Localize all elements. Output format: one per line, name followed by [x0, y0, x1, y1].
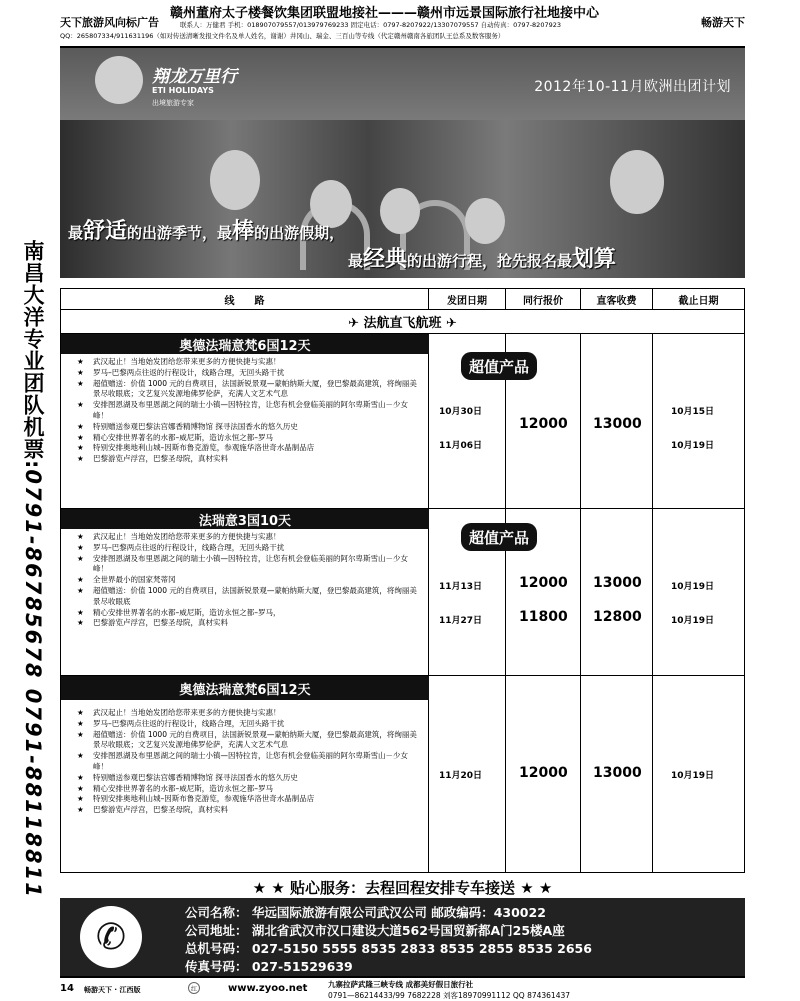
star-icon: ★ — [77, 585, 84, 595]
star-icon: ★ — [77, 532, 84, 541]
depart-date: 11月27日 — [439, 616, 483, 626]
tour-section — [60, 676, 745, 873]
star-icon: ★ — [77, 783, 84, 793]
footer-ad-line1: 九寨拉萨武隆三峡专线 成都美好假日旅行社 — [328, 980, 474, 989]
logo-chinese: 翔龙万里行 — [152, 67, 237, 87]
star-icon: ★ — [77, 794, 84, 804]
list-item: ★ 超值赠送：价值 1000 元的自费项目，法国新锐景观—蒙帕纳斯大厦，登巴黎最高建筑，将绚丽美景尽收眼底；文艺复兴发源地佛罗伦萨，充满人文艺术气息 — [61, 379, 421, 401]
side-ad-phones: 0791-86785678 0791-88118811 — [21, 469, 45, 899]
deadline-date: 10月19日 — [671, 771, 715, 781]
direct-price-cell — [581, 509, 653, 675]
table-header-row — [60, 288, 745, 310]
header-title: 赣州董府太子楼餐饮集团联盟地接社———赣州市远景国际旅行社地接中心 — [170, 6, 600, 21]
page-header — [60, 0, 745, 48]
logo-english: ETI HOLIDAYS — [152, 86, 214, 95]
star-icon: ★ — [77, 729, 84, 739]
star-icon: ★ — [77, 378, 84, 388]
company-phone: 总机号码： 027-5150 5555 8535 2833 8535 2855 8535 2656 — [185, 941, 592, 956]
banner-title: 2012年10-11月欧洲出团计划 — [534, 79, 731, 95]
header-direct-price: 直客收费 — [581, 289, 653, 309]
list-item: ★ 巴黎游览卢浮宫，巴黎圣母院，真材实料 — [61, 454, 421, 465]
header-slogan-right: 畅游天下 — [701, 16, 745, 29]
list-item: ★ 特别安排奥地利山城–因斯布鲁克游览，参观施华洛世奇水晶制品店 — [61, 443, 421, 454]
tour-section — [60, 334, 745, 509]
footer-ad-line2: 0791—86214433/99 7682228 刘客18970991112 QQ 874361437 — [328, 991, 571, 1000]
phone-icon: ✆ — [80, 906, 142, 968]
list-item: ★ 罗马–巴黎两点往返的行程设计，线路合理，无回头路干扰 — [61, 543, 421, 554]
star-icon: ★ — [77, 367, 84, 377]
star-icon: ★ — [77, 443, 84, 453]
list-item: ★ 武汉起止！当地始发团给您带来更多的方便快捷与实惠！ — [61, 532, 421, 543]
deadline-date: 10月19日 — [671, 441, 715, 451]
tour-highlights — [61, 708, 429, 816]
carnival-mask-icon — [210, 150, 260, 210]
list-item: ★ 特别赠送参观巴黎法宫娜香精博物馆 探寻法国香水的悠久历史 — [61, 773, 421, 784]
star-icon: ★ — [77, 553, 84, 563]
company-fax: 传真号码： 027-51529639 — [185, 959, 353, 974]
direct-price: 13000 — [593, 575, 642, 591]
star-icon: ★ — [77, 607, 84, 617]
star-icon: ★ — [77, 718, 84, 728]
star-icon: ★ — [77, 357, 84, 366]
list-item: ★ 巴黎游览卢浮宫，巴黎圣母院，真材实料 — [61, 805, 421, 816]
website-link[interactable]: www.zyoo.net — [228, 983, 308, 994]
tour-title: 奥德法瑞意梵6国12天 — [61, 676, 429, 700]
peer-price: 11800 — [519, 609, 568, 625]
list-item: ★ 超值赠送：价值 1000 元的自费项目，法国新锐景观—蒙帕纳斯大厦，登巴黎最高建筑，将绚丽美景尽收眼底 — [61, 586, 421, 608]
banner-slogan-line2: 最经典的出游行程，抢先报名最划算 — [348, 247, 617, 272]
depart-date: 11月20日 — [439, 771, 483, 781]
star-icon: ★ — [77, 805, 84, 815]
depart-date: 11月13日 — [439, 582, 483, 592]
promo-banner — [60, 48, 745, 278]
depart-date: 11月06日 — [439, 441, 483, 451]
star-icon: ★ — [77, 708, 84, 717]
star-icon: ★ — [77, 575, 84, 585]
tour-table — [60, 288, 745, 873]
header-slogan-left: 天下旅游风向标广告 — [60, 16, 159, 29]
side-ad-title: 南昌大洋专业团队机票: — [21, 240, 45, 470]
star-icon: ★ — [77, 772, 84, 782]
service-banner: ★ ★ 贴心服务：去程回程安排专车接送 ★ ★ — [252, 878, 553, 897]
header-depart-date: 发团日期 — [429, 289, 506, 309]
deadline-date: 10月19日 — [671, 616, 715, 626]
contact-box — [60, 898, 745, 976]
tour-highlights — [61, 357, 429, 465]
red-seal-icon: 红 — [188, 982, 200, 994]
list-item: ★ 特别赠送参观巴黎法宫娜香精博物馆 探寻法国香水的悠久历史 — [61, 422, 421, 433]
depart-date: 10月30日 — [439, 407, 483, 417]
header-contact-line1: 联系人：万健君 手机：018907079557/013979769233 固定电话：0797-8207922/13307079557 自动传真：0797-8207923 — [180, 21, 561, 29]
header-contact-line2: QQ：265807334/911631196（如对传送清晰发报文件名及单人姓名，谢谢）井冈山、瑞金、三百山等专线（代定赣州赣南各旅团队王总系及数客服务） — [60, 32, 505, 40]
list-item: ★ 安排图恩湖及布里恩湖之间的瑞士小镇—因特拉肯，让您有机会登临美丽的阿尔卑斯雪山－少女峰！ — [61, 751, 421, 773]
list-item: ★ 安排图恩湖及布里恩湖之间的瑞士小镇—因特拉肯，让您有机会登临美丽的阿尔卑斯雪山－少女峰！ — [61, 554, 421, 576]
carnival-mask-icon — [465, 198, 505, 244]
company-name: 公司名称： 华远国际旅游有限公司武汉公司 邮政编码：430022 — [185, 905, 546, 920]
company-address: 公司地址： 湖北省武汉市汉口建设大道562号国贸新都A门25楼A座 — [185, 923, 565, 938]
star-icon: ★ — [77, 618, 84, 628]
banner-slogan-line1: 最舒适的出游季节，最棒的出游假期， — [68, 219, 345, 244]
deadline-date: 10月15日 — [671, 407, 715, 417]
list-item: ★ 武汉起止！当地始发团给您带来更多的方便快捷与实惠！ — [61, 708, 421, 719]
star-icon: ★ — [77, 751, 84, 761]
list-item: ★ 超值赠送：价值 1000 元的自费项目，法国新锐景观—蒙帕纳斯大厦，登巴黎最高建筑，将绚丽美景尽收眼底；文艺复兴发源地佛罗伦萨，充满人文艺术气息 — [61, 730, 421, 752]
deadline-date: 10月19日 — [671, 582, 715, 592]
page-number: 14 — [60, 983, 74, 994]
list-item: ★ 罗马–巴黎两点往返的行程设计，线路合理，无回头路干扰 — [61, 368, 421, 379]
star-icon: ★ — [77, 542, 84, 552]
magazine-name: 畅游天下 · 江西版 — [84, 986, 141, 994]
list-item: ★ 精心安排世界著名的水都–威尼斯，造访永恒之都–罗马 — [61, 433, 421, 444]
direct-price: 13000 — [593, 416, 642, 432]
direct-price: 12800 — [593, 609, 642, 625]
tour-title: 法瑞意3国10天 — [61, 509, 429, 529]
direct-price: 13000 — [593, 765, 642, 781]
star-icon: ★ — [77, 432, 84, 442]
peer-price: 12000 — [519, 765, 568, 781]
value-product-badge: 超值产品 — [461, 523, 537, 551]
star-icon: ★ — [77, 400, 84, 410]
side-ad — [4, 240, 56, 899]
value-product-badge: 超值产品 — [461, 352, 537, 380]
carnival-mask-icon — [610, 150, 664, 214]
header-deadline: 截止日期 — [678, 295, 719, 307]
list-item: ★ 罗马–巴黎两点往返的行程设计，线路合理，无回头路干扰 — [61, 719, 421, 730]
peer-price: 12000 — [519, 575, 568, 591]
list-item: ★ 武汉起止！当地始发团给您带来更多的方便快捷与实惠！ — [61, 357, 421, 368]
side-ad-text — [12, 240, 48, 899]
star-icon: ★ — [77, 421, 84, 431]
list-item: ★ 精心安排世界著名的水都–威尼斯，造访永恒之都–罗马， — [61, 608, 421, 619]
list-item: ★ 巴黎游览卢浮宫，巴黎圣母院，真材实料 — [61, 618, 421, 629]
list-item: ★ 特别安排奥地利山城–因斯布鲁克游览，参观施华洛世奇水晶制品店 — [61, 794, 421, 805]
page-footer — [60, 976, 745, 1001]
flight-banner: ✈ 法航直飞航班 ✈ — [60, 310, 745, 334]
star-icon: ★ — [77, 454, 84, 464]
header-peer-price: 同行报价 — [506, 289, 581, 309]
carnival-mask-icon — [380, 188, 420, 234]
tour-title: 奥德法瑞意梵6国12天 — [61, 334, 429, 354]
logo-subtitle: 出境旅游专家 — [152, 99, 194, 107]
tour-section — [60, 509, 745, 676]
list-item: ★ 安排图恩湖及布里恩湖之间的瑞士小镇—因特拉肯，让您有机会登临美丽的阿尔卑斯雪山－少女峰！ — [61, 400, 421, 422]
kangaroo-logo-icon — [95, 56, 143, 104]
peer-price: 12000 — [519, 416, 568, 432]
list-item: ★ 全世界最小的国家梵蒂冈 — [61, 575, 421, 586]
tour-highlights — [61, 532, 429, 629]
header-route: 线 路 — [61, 289, 429, 309]
list-item: ★ 精心安排世界著名的水都–威尼斯，造访永恒之都–罗马 — [61, 784, 421, 795]
